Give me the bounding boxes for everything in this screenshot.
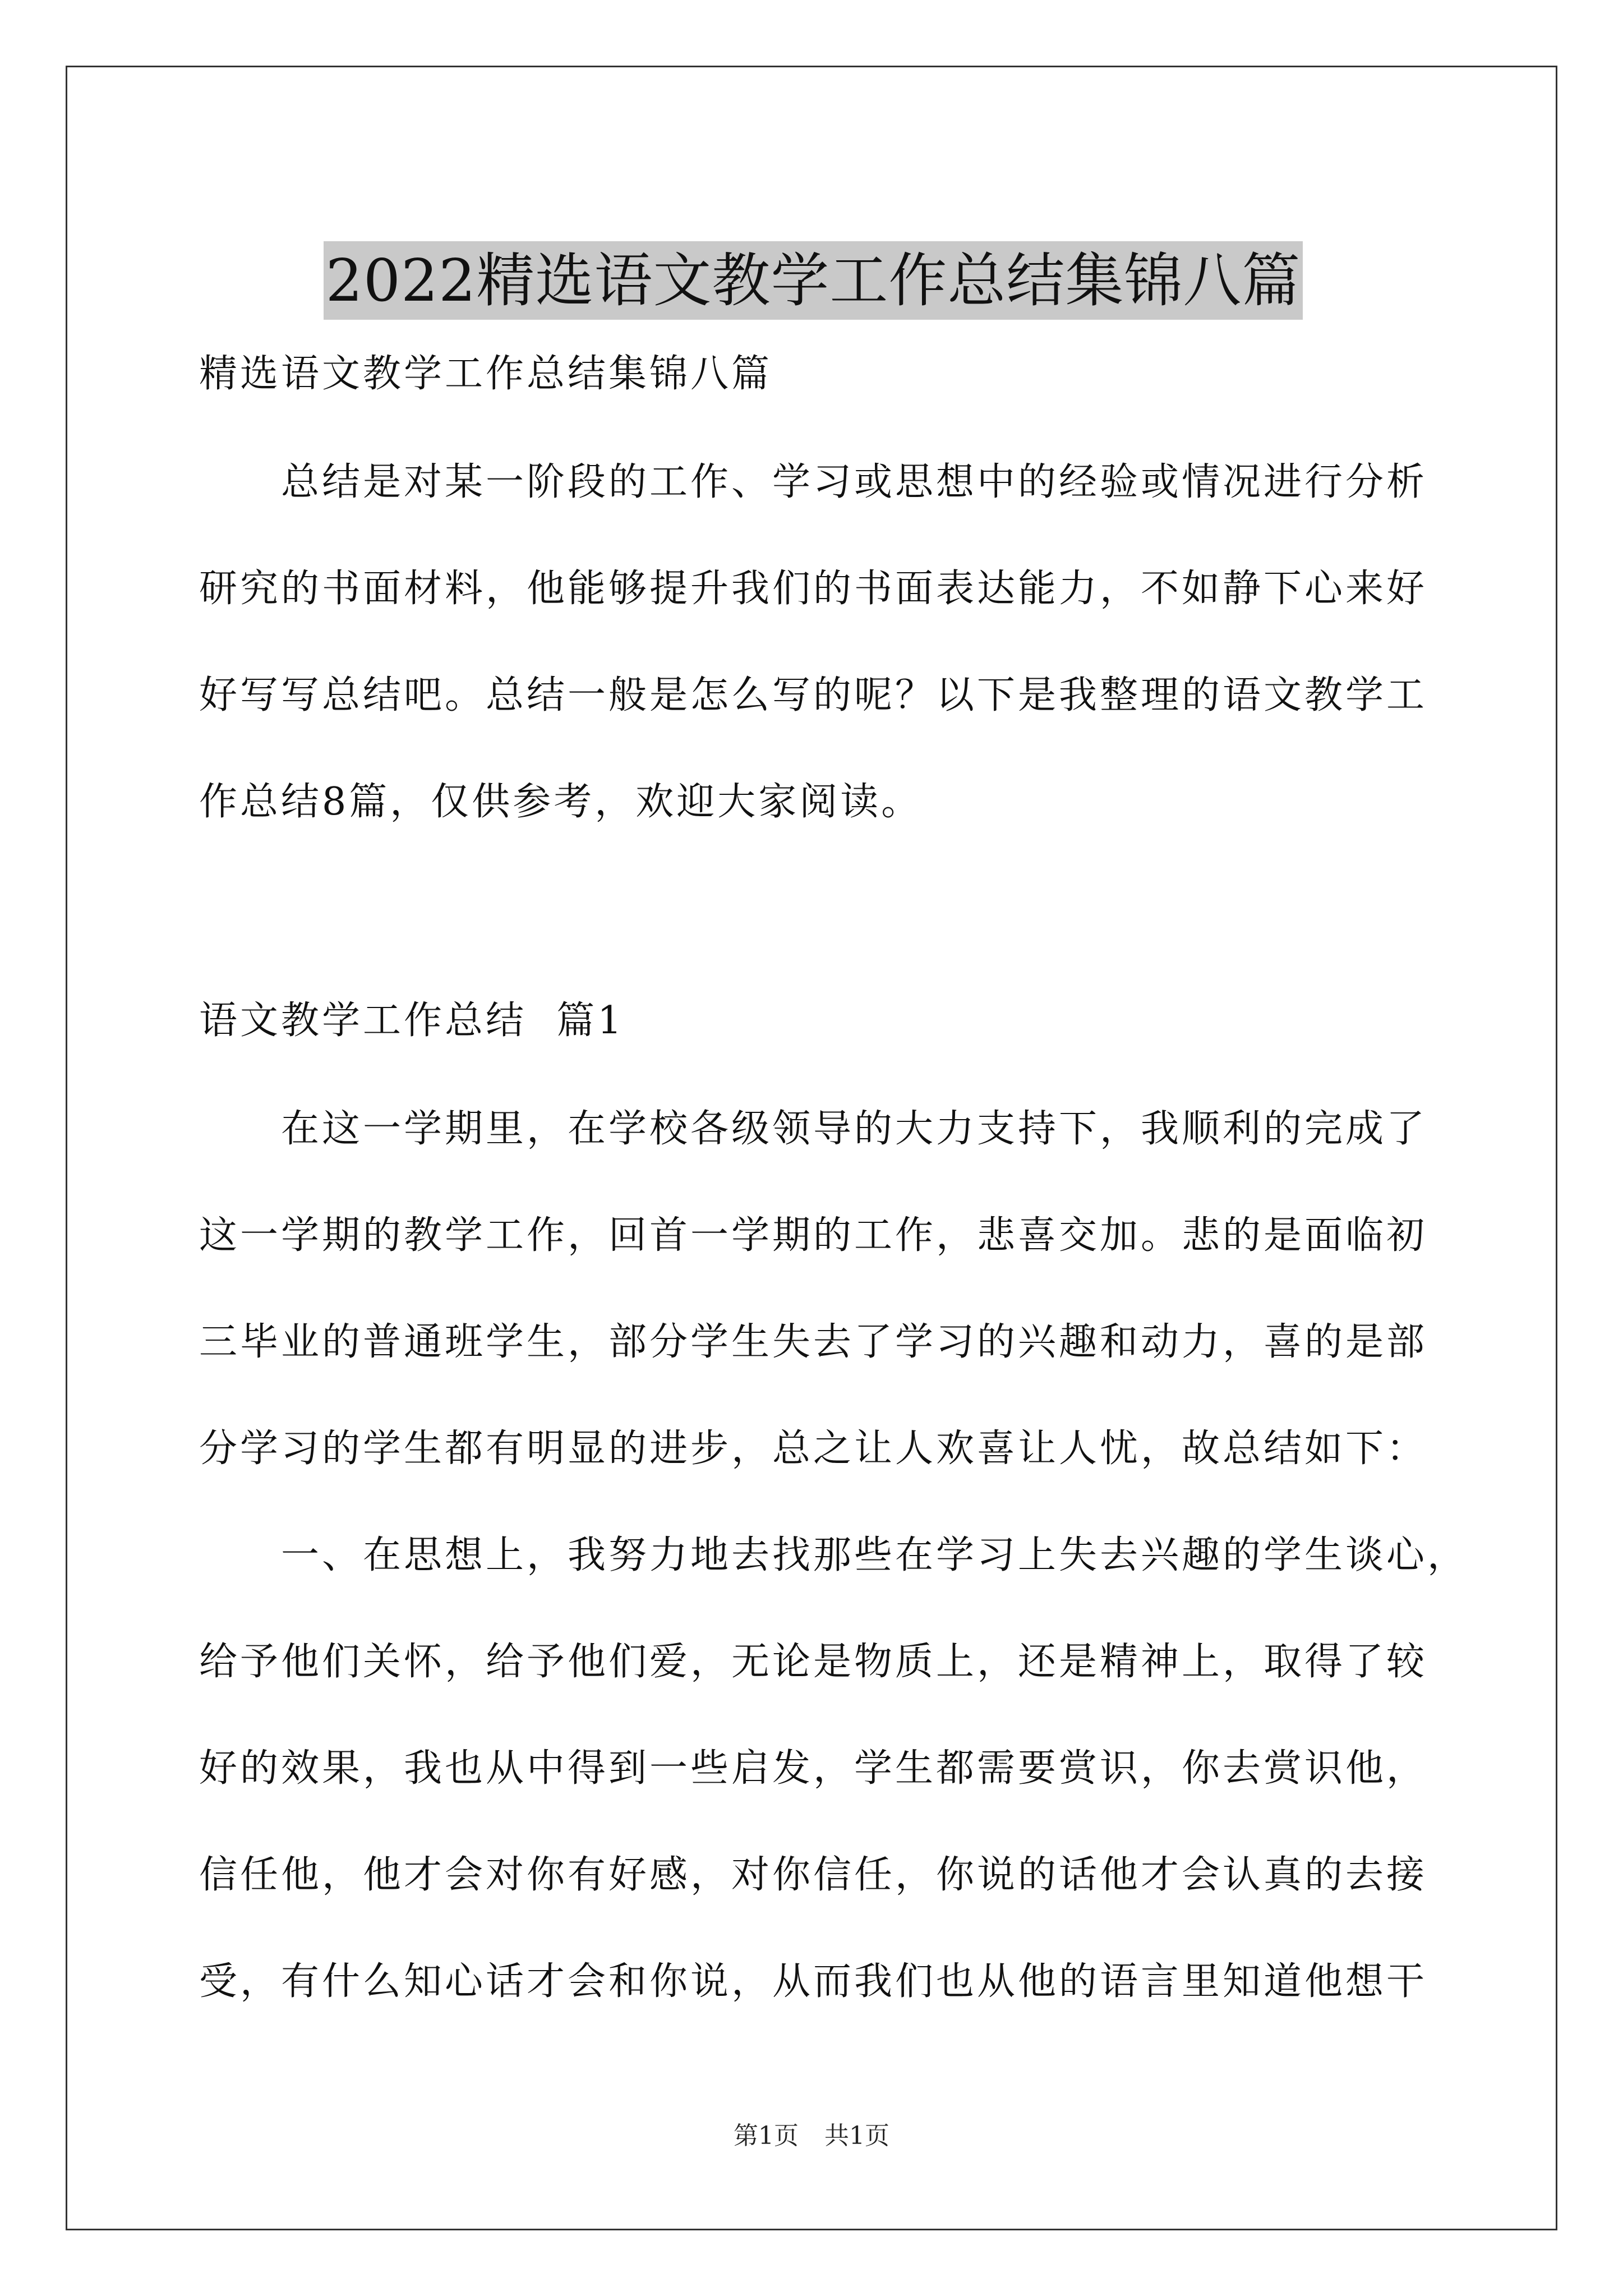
section-line: 在这一学期里，在学校各级领导的大力支持下，我顺利的完成了 [281,1107,1428,1151]
section-line: 三毕业的普通班学生，部分学生失去了学习的兴趣和动力，喜的是部 [199,1320,1428,1364]
section-line: 一、在思想上，我努力地去找那些在学习上失去兴趣的学生谈心， [281,1533,1469,1577]
document-subtitle: 精选语文教学工作总结集锦八篇 [199,352,773,396]
section-line: 分学习的学生都有明显的进步，总之让人欢喜让人忧，故总结如下： [199,1427,1428,1471]
section-line: 这一学期的教学工作，回首一学期的工作，悲喜交加。悲的是面临初 [199,1213,1428,1258]
intro-line: 总结是对某一阶段的工作、学习或思想中的经验或情况进行分析 [281,460,1428,504]
page-total: 共1页 [824,2122,889,2150]
section-line: 给予他们关怀，给予他们爱，无论是物质上，还是精神上，取得了较 [199,1640,1428,1684]
intro-line: 好写写总结吧。总结一般是怎么写的呢？以下是我整理的语文教学工 [199,673,1428,717]
title-block [199,202,1427,358]
section-line: 受，有什么知心话才会和你说，从而我们也从他的语言里知道他想干 [199,1959,1428,2004]
page-footer [0,2119,1623,2153]
section-line: 信任他，他才会对你有好感，对你信任，你说的话他才会认真的去接 [199,1853,1428,1897]
page-number: 第1页 [734,2122,799,2150]
intro-line: 作总结8篇，仅供参考，欢迎大家阅读。 [199,780,923,824]
section-heading: 语文教学工作总结 篇1 [199,999,625,1043]
section-line: 好的效果，我也从中得到一些启发，学生都需要赏识，你去赏识他， [199,1746,1428,1791]
intro-line: 研究的书面材料，他能够提升我们的书面表达能力，不如静下心来好 [199,567,1428,611]
document-title: 2022精选语文教学工作总结集锦八篇 [324,241,1303,320]
